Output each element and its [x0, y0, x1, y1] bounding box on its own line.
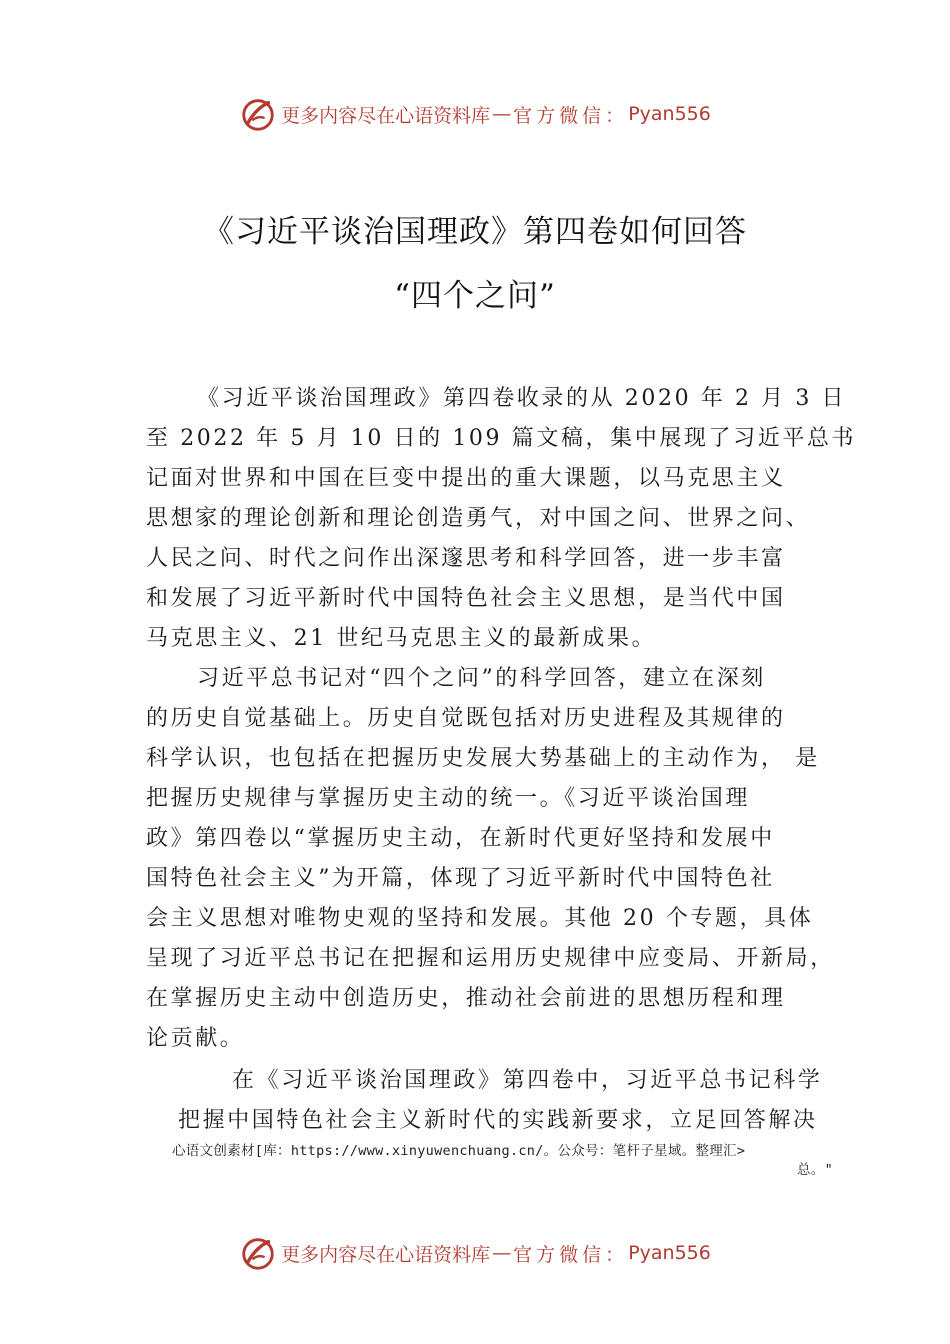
document-title-line-1: 《习近平谈治国理政》第四卷如何回答 [203, 214, 747, 250]
paragraph-line: 记面对世界和中国在巨变中提出的重大课题，以马克思主义 [146, 466, 786, 491]
paragraph-line: 把握历史规律与掌握历史主动的统一。《习近平谈治国理 [146, 786, 751, 811]
banner-text: 更多内容尽在心语资料库 [281, 104, 491, 127]
banner-separator: — [492, 103, 512, 125]
paragraph-line: 国特色社会主义”为开篇，体现了习近平新时代中国特色社 [146, 866, 775, 891]
banner-wechat-id: Pyan556 [628, 103, 711, 125]
paragraph-line: 马克思主义、21 世纪马克思主义的最新成果。 [146, 626, 657, 651]
source-footnote-line-2: 总。" [797, 1162, 834, 1178]
banner-wechat-id: Pyan556 [628, 1242, 711, 1264]
paragraph-line: 人民之问、时代之问作出深邃思考和科学回答，进一步丰富 [146, 546, 786, 571]
paragraph-line: 思想家的理论创新和理论创造勇气，对中国之问、世界之问、 [146, 506, 811, 531]
paragraph-line: 和发展了习近平新时代中国特色社会主义思想，是当代中国 [146, 586, 786, 611]
paragraph-line: 把握中国特色社会主义新时代的实践新要求，立足回答解决 [178, 1108, 818, 1133]
paragraph-line: 政》第四卷以“掌握历史主动，在新时代更好坚持和发展中 [146, 826, 775, 851]
header-banner [0, 94, 950, 134]
brush-seal-icon [239, 95, 277, 133]
paragraph-line: 习近平总书记对“四个之问”的科学回答，建立在深刻 [197, 666, 766, 691]
paragraph-line: 的历史自觉基础上。历史自觉既包括对历史进程及其规律的 [146, 706, 786, 731]
banner-wechat-label: 官方微信： [513, 1243, 629, 1266]
document-title-line-2: “四个之问” [394, 278, 556, 314]
source-footnote-line-1: 心语文创素材[库：https://www.xinyuwenchuang.cn/。公众号：笔杆子星域。整理汇> [172, 1143, 746, 1159]
banner-separator: — [492, 1242, 512, 1264]
banner-wechat-label: 官方微信： [513, 104, 629, 127]
banner-text: 更多内容尽在心语资料库 [281, 1243, 491, 1266]
paragraph-line: 《习近平谈治国理政》第四卷收录的从 2020 年 2 月 3 日 [197, 386, 847, 411]
paragraph-line: 在掌握历史主动中创造历史，推动社会前进的思想历程和理 [146, 986, 786, 1011]
paragraph-line: 在《习近平谈治国理政》第四卷中，习近平总书记科学 [232, 1068, 823, 1093]
paragraph-line: 至 2022 年 5 月 10 日的 109 篇文稿，集中展现了习近平总书 [146, 426, 857, 451]
brush-seal-icon [239, 1234, 277, 1272]
paragraph-line: 呈现了习近平总书记在把握和运用历史规律中应变局、开新局， [146, 946, 835, 971]
paragraph-line: 论贡献。 [146, 1026, 245, 1051]
footer-banner [0, 1233, 950, 1273]
paragraph-line: 科学认识，也包括在把握历史发展大势基础上的主动作为， 是 [146, 746, 820, 771]
paragraph-line: 会主义思想对唯物史观的坚持和发展。其他 20 个专题，具体 [146, 906, 814, 931]
